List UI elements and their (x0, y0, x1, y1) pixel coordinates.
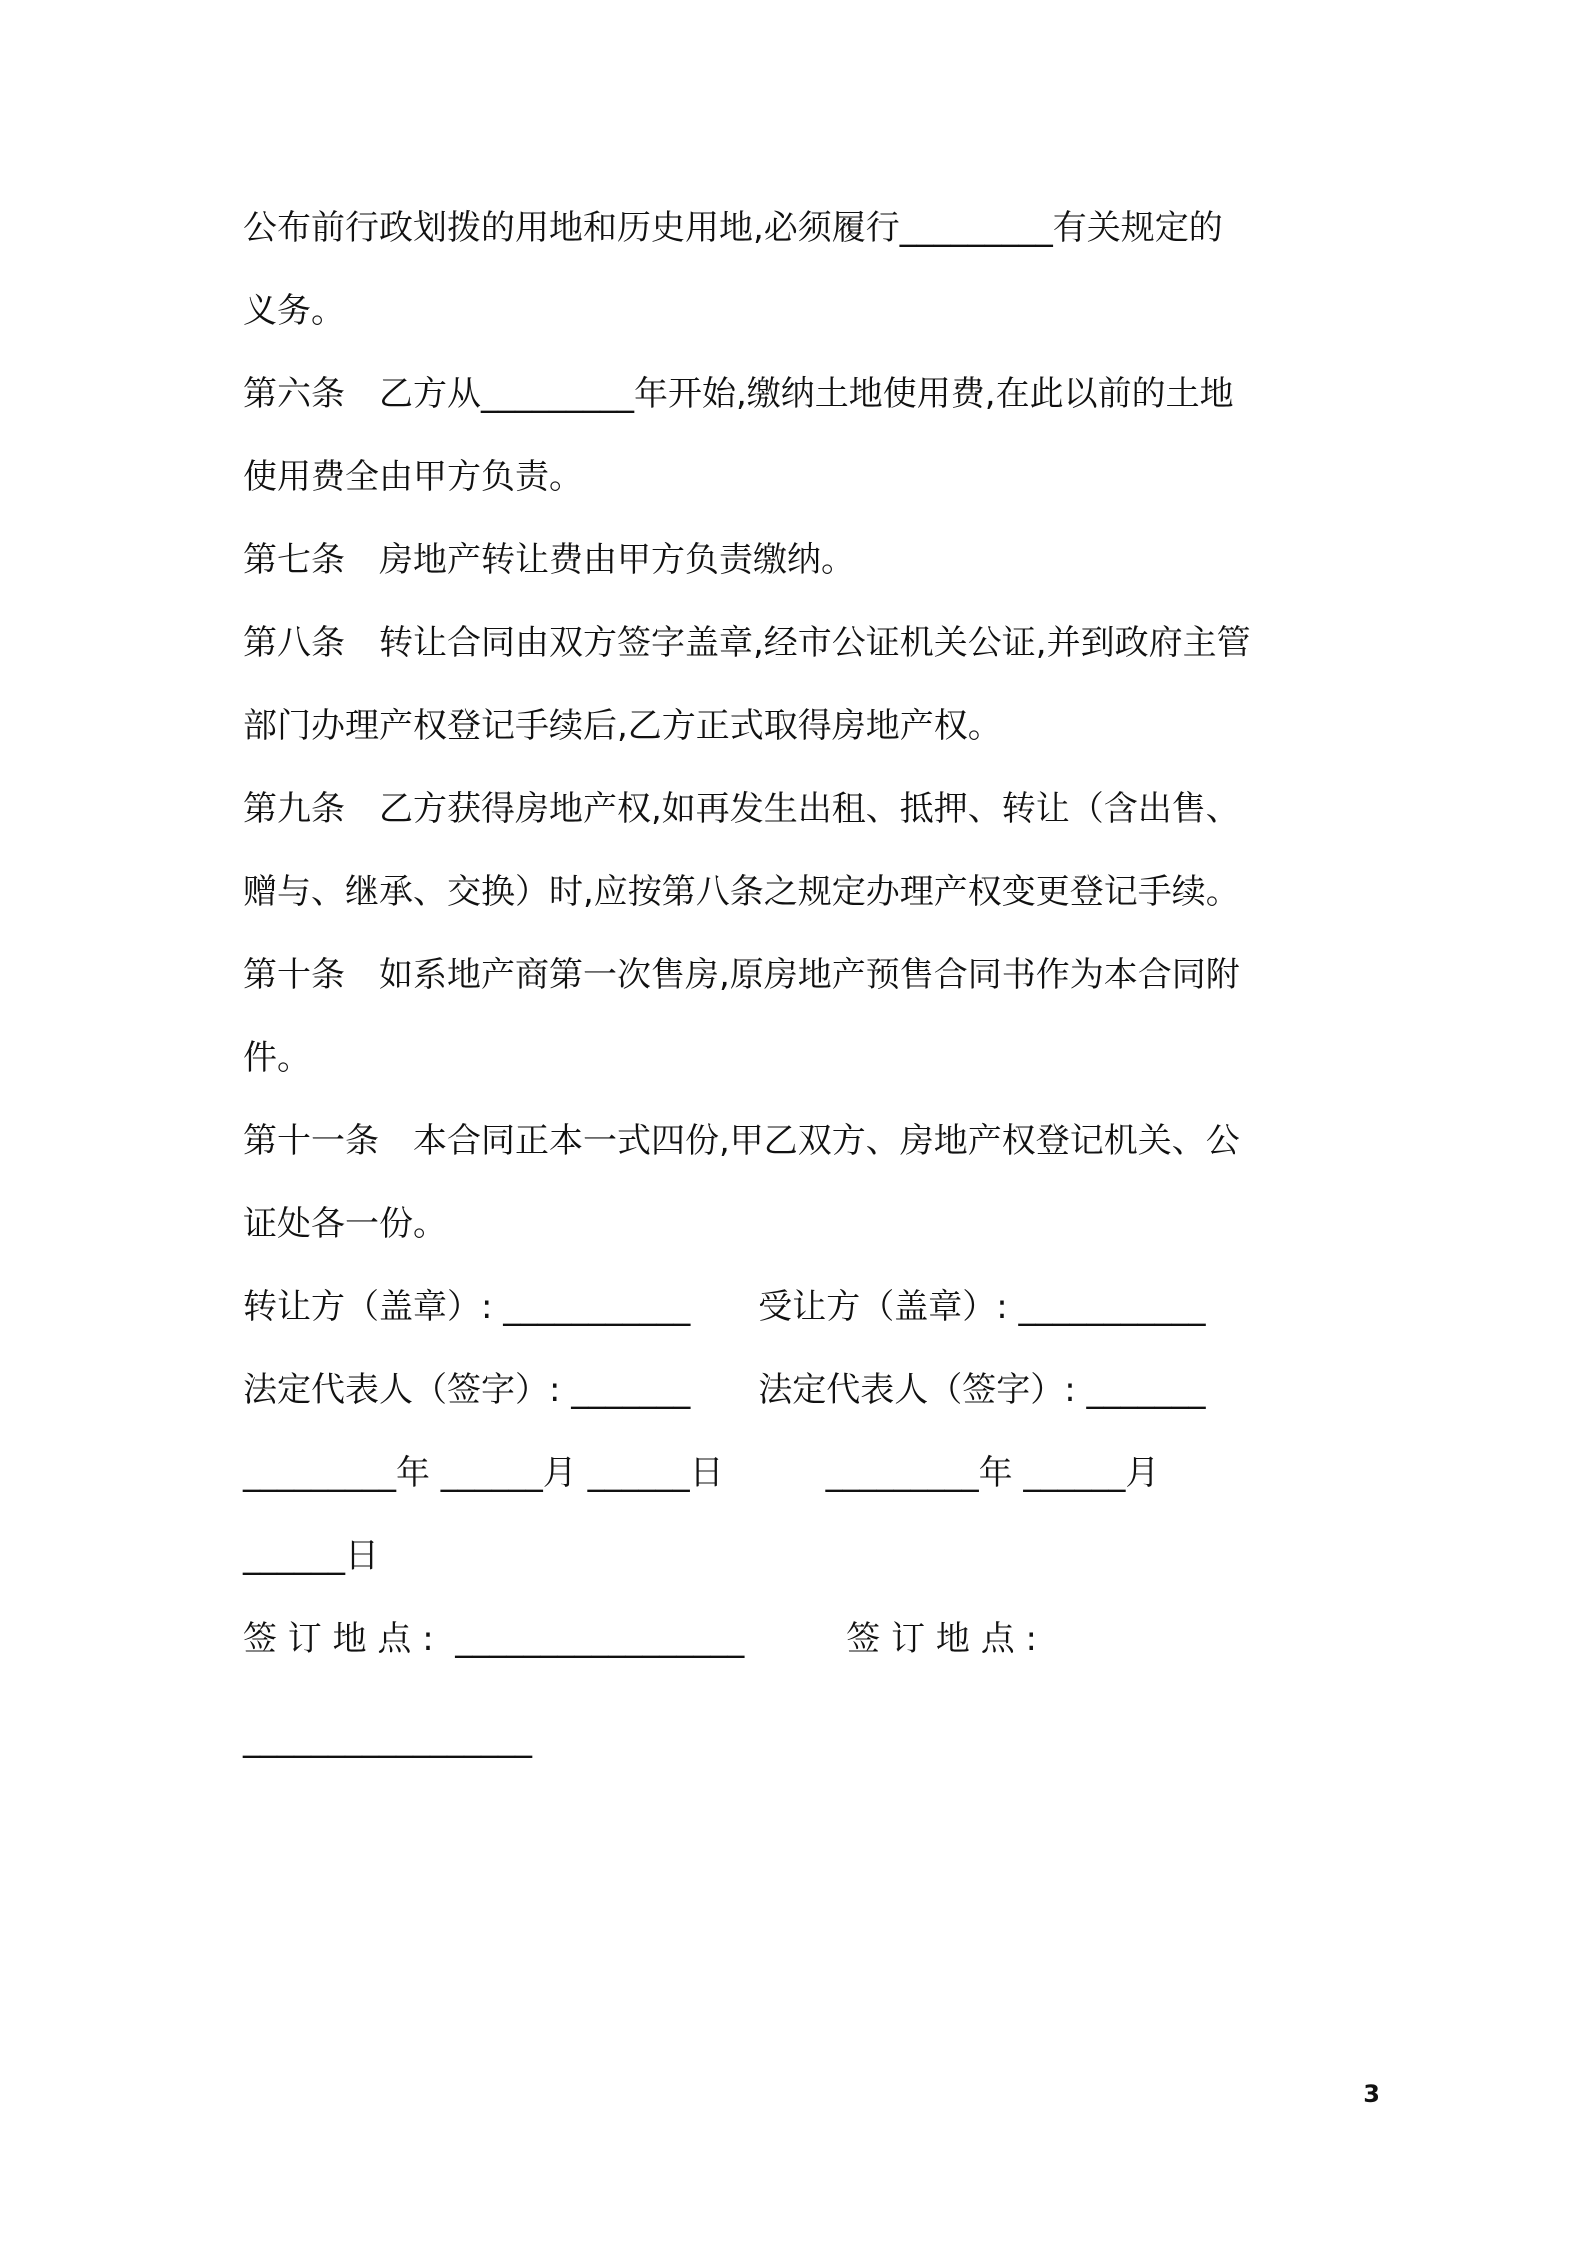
signature-line-party: 转让方（盖章）: ___________ 受让方（盖章）: ___________ (243, 1287, 1206, 1327)
date-line-continued: ______日 (243, 1536, 379, 1576)
signing-place-line-continued: _________________ (243, 1719, 532, 1759)
text-line: 第八条 转让合同由双方签字盖章,经市公证机关公证,并到政府主管 (243, 623, 1251, 663)
page-number: 3 (1363, 2080, 1380, 2108)
text-line: 义务。 (243, 291, 345, 331)
text-line: 第九条 乙方获得房地产权,如再发生出租、抵押、转让（含出售、 (243, 789, 1240, 829)
text-line: 第十一条 本合同正本一式四份,甲乙双方、房地产权登记机关、公 (243, 1121, 1240, 1161)
signature-line-representative: 法定代表人（签字）: _______ 法定代表人（签字）: _______ (243, 1370, 1206, 1410)
text-line: 第六条 乙方从_________年开始,缴纳土地使用费,在此以前的土地 (243, 374, 1234, 414)
text-line: 第十条 如系地产商第一次售房,原房地产预售合同书作为本合同附 (243, 955, 1240, 995)
date-line: _________年 ______月 ______日 _________年 ______月 (243, 1453, 1160, 1493)
text-line: 赠与、继承、交换）时,应按第八条之规定办理产权变更登记手续。 (243, 872, 1240, 912)
signing-place-line: 签 订 地 点 : _________________ 签 订 地 点 : (243, 1619, 1037, 1659)
text-line: 部门办理产权登记手续后,乙方正式取得房地产权。 (243, 706, 1002, 746)
text-line: 公布前行政划拨的用地和历史用地,必须履行_________有关规定的 (243, 208, 1223, 248)
text-line: 件。 (243, 1038, 311, 1078)
text-line: 第七条 房地产转让费由甲方负责缴纳。 (243, 540, 855, 580)
text-line: 证处各一份。 (243, 1204, 447, 1244)
text-line: 使用费全由甲方负责。 (243, 457, 583, 497)
